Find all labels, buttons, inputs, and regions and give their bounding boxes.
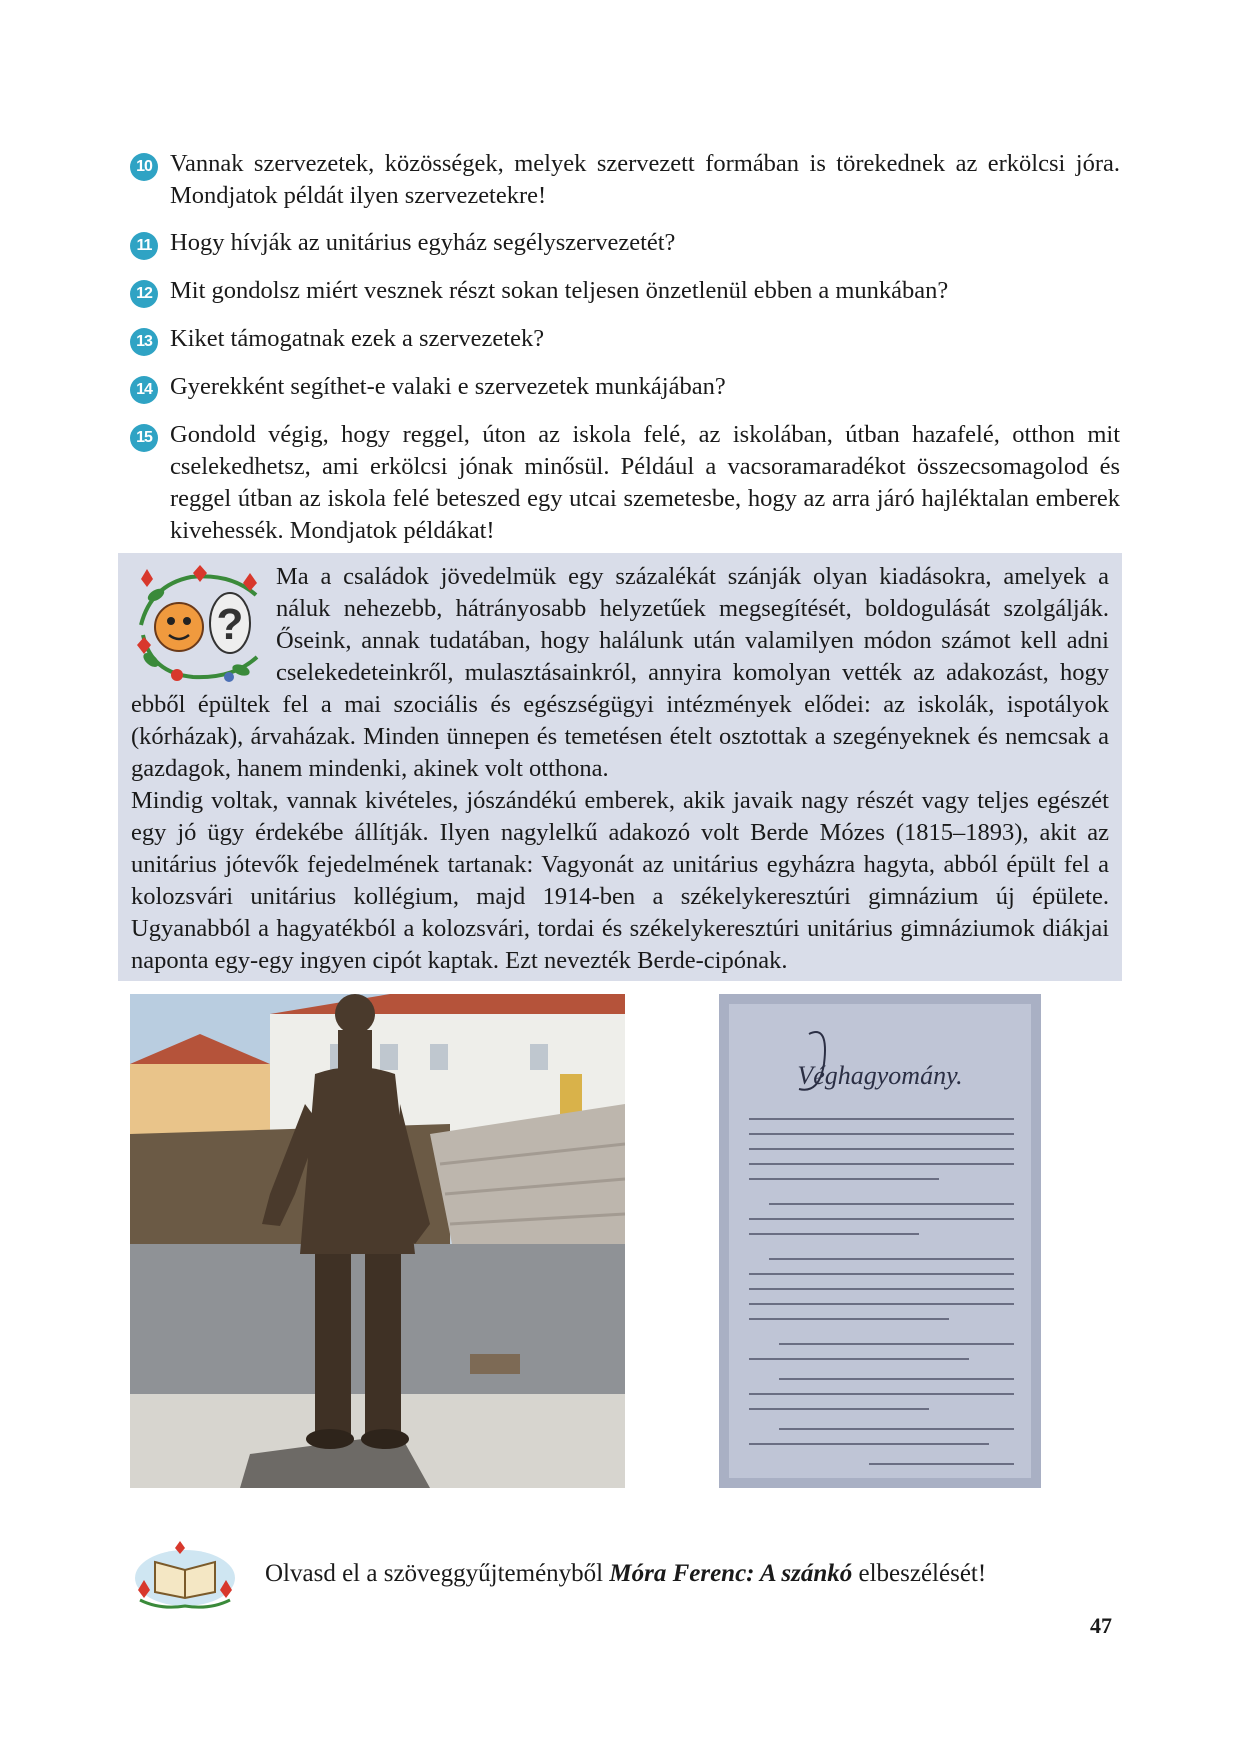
question-list <box>130 148 1120 562</box>
question-item <box>130 148 1120 212</box>
svg-text:?: ? <box>216 600 244 649</box>
question-item <box>130 323 1120 356</box>
question-number-badge: 12 <box>130 280 158 308</box>
question-text: Hogy hívják az unitárius egyház segélyszervezetét? <box>170 229 676 256</box>
reading-title: Móra Ferenc: A szánkó <box>609 1560 853 1587</box>
question-text: Gyerekként segíthet-e valaki e szervezetek munkájában? <box>170 373 726 400</box>
question-item <box>130 371 1120 404</box>
info-paragraph-1: Ma a családok jövedelmük egy százalékát szánják olyan kiadásokra, amelyek a náluk nehezebb, hátrányosabb helyzetűek megsegítését, boldogulását szolgálják. Őseink, annak tudatában, hogy halálunk után valamilyen módon számot kell adni cselekedeteinkről, mulasztásainkról, annyira komolyan vették az adakozást, hogy ebből épültek fel a mai szociális és egészségügyi intézmények elődei: az iskolák, ispotályok (kórházak), árvaházak. Minden ünnepen és temetésen ételt osztottak a szegényeknek és nemcsak a gazdagok, hanem mindenki, akinek volt otthona. <box>131 563 1109 782</box>
page-number: 47 <box>1090 1613 1112 1638</box>
question-text: Mit gondolsz miért vesznek részt sokan teljesen önzetlenül ebben a munkában? <box>170 277 949 304</box>
question-number-badge: 13 <box>130 328 158 356</box>
question-number-badge: 14 <box>130 376 158 404</box>
folk-ornament-question-icon <box>131 565 266 683</box>
question-number-badge: 10 <box>130 153 158 181</box>
question-text: Vannak szervezetek, közösségek, melyek szervezett formában is törekednek az erkölcsi jóra. Mondjatok példát ilyen szervezetekre! <box>170 150 1120 209</box>
testament-document-photo <box>719 994 1041 1488</box>
reading-suffix: elbeszélését! <box>852 1560 987 1587</box>
question-text: Kiket támogatnak ezek a szervezetek? <box>170 325 545 352</box>
question-item <box>130 227 1120 260</box>
berde-mozes-statue-photo <box>130 994 625 1488</box>
reading-prefix: Olvasd el a szöveggyűjteményből <box>265 1560 610 1587</box>
question-text: Gondold végig, hogy reggel, úton az iskola felé, az iskolában, útban hazafelé, otthon mit cselekedhetsz, ami erkölcsi jónak minősül. Például a vacsoramaradékot összecsomagolod és reggel útban az iskola felé beteszed egy utcai szemetesbe, hogy az arra járó hajléktalan emberek kivehessék. Mondjatok példákat! <box>170 421 1120 544</box>
question-item <box>130 419 1120 547</box>
info-paragraph-2: Mindig voltak, vannak kivételes, jószándékú emberek, akik javaik nagy részét vagy teljes egészét egy jó ügy érdekébe állítják. Ilyen nagylelkű adakozó volt Berde Mózes (1815–1893), akit az unitárius jótevők fejedelmének tartanak: Vagyonát az unitárius egyházra hagyta, abból épült fel a kolozsvári unitárius kollégium, majd 1914-ben a székelykeresztúri gimnázium új épülete. Ugyanabból a hagyatékból a kolozsvári, tordai és székelykeresztúri unitárius gimnáziumok diákjai naponta egy-egy ingyen cipót kaptak. Ezt nevezték Berde-cipónak. <box>131 787 1109 974</box>
document-heading: Véghagyomány. <box>797 1061 963 1090</box>
question-number-badge: 15 <box>130 424 158 452</box>
question-item <box>130 275 1120 308</box>
open-book-icon <box>130 1540 240 1610</box>
info-box <box>118 553 1122 981</box>
reading-assignment <box>130 1540 1120 1610</box>
question-number-badge: 11 <box>130 232 158 260</box>
reading-instruction <box>265 1558 986 1590</box>
